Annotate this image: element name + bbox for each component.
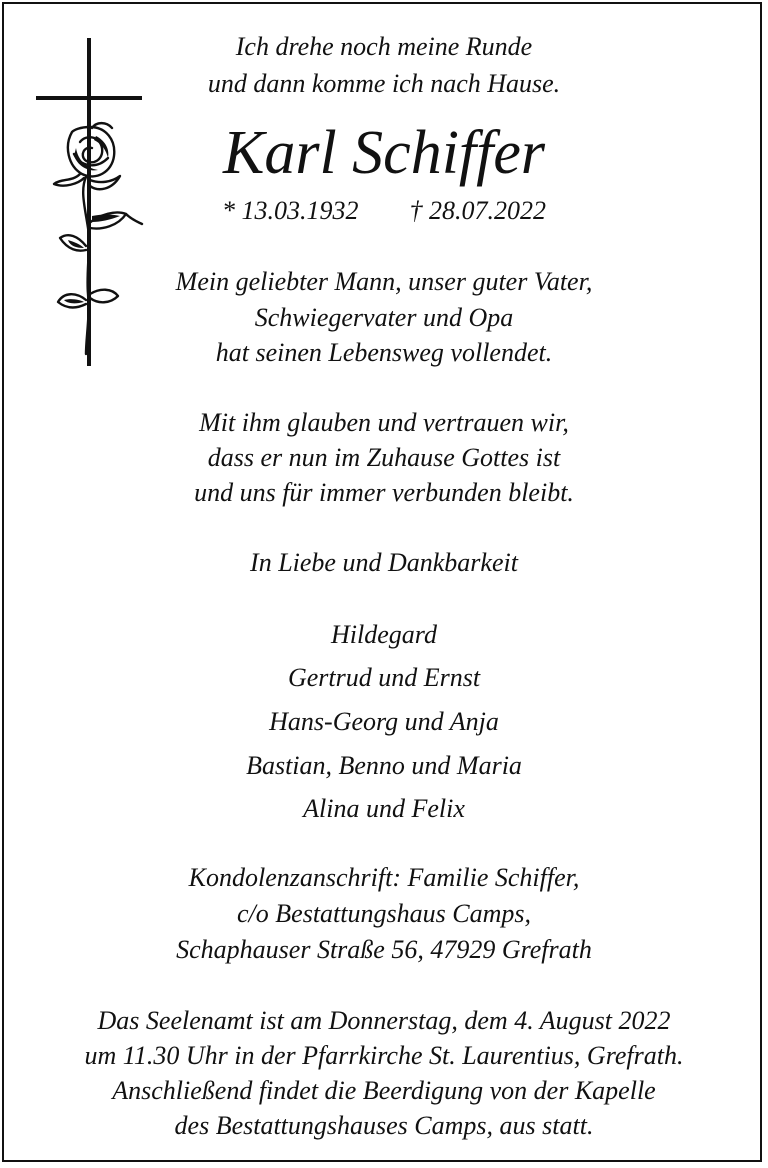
condolence-line-2: c/o Bestattungshaus Camps, — [237, 899, 531, 928]
service-line-4: des Bestattungshauses Camps, aus statt. — [174, 1111, 594, 1140]
deceased-name: Karl Schiffer — [222, 119, 546, 187]
mourner-1: Hildegard — [331, 620, 437, 649]
motto-line-1: Ich drehe noch meine Runde — [235, 32, 533, 61]
service-line-1: Das Seelenamt ist am Donnerstag, dem 4. August 2022 — [97, 1006, 671, 1035]
service-line-3: Anschließend findet die Beerdigung von der Kapelle — [112, 1076, 656, 1105]
faith-line-2: dass er nun im Zuhause Gottes ist — [207, 443, 561, 472]
condolence-line-1: Kondolenzanschrift: Familie Schiffer, — [188, 863, 580, 892]
motto-line-2: und dann komme ich nach Hause. — [207, 69, 561, 98]
message-line-2: Schwiegervater und Opa — [254, 303, 514, 332]
life-dates — [0, 195, 768, 227]
condolence-line-3: Schaphauser Straße 56, 47929 Grefrath — [176, 935, 592, 964]
message-line-3: hat seinen Lebensweg vollendet. — [215, 338, 553, 367]
message-line-1: Mein geliebter Mann, unser guter Vater, — [175, 267, 593, 296]
faith-line-3: und uns für immer verbunden bleibt. — [194, 478, 574, 507]
mourner-3: Hans-Georg und Anja — [269, 707, 499, 736]
service-line-2: um 11.30 Uhr in der Pfarrkirche St. Laurentius, Grefrath. — [84, 1041, 684, 1070]
death-date: † 28.07.2022 — [409, 196, 546, 225]
closing-line: In Liebe und Dankbarkeit — [250, 548, 518, 577]
mourner-2: Gertrud und Ernst — [287, 663, 481, 692]
faith-line-1: Mit ihm glauben und vertrauen wir, — [199, 408, 569, 437]
mourner-5: Alina und Felix — [303, 794, 465, 823]
mourner-4: Bastian, Benno und Maria — [246, 751, 522, 780]
birth-date: * 13.03.1932 — [222, 196, 359, 225]
